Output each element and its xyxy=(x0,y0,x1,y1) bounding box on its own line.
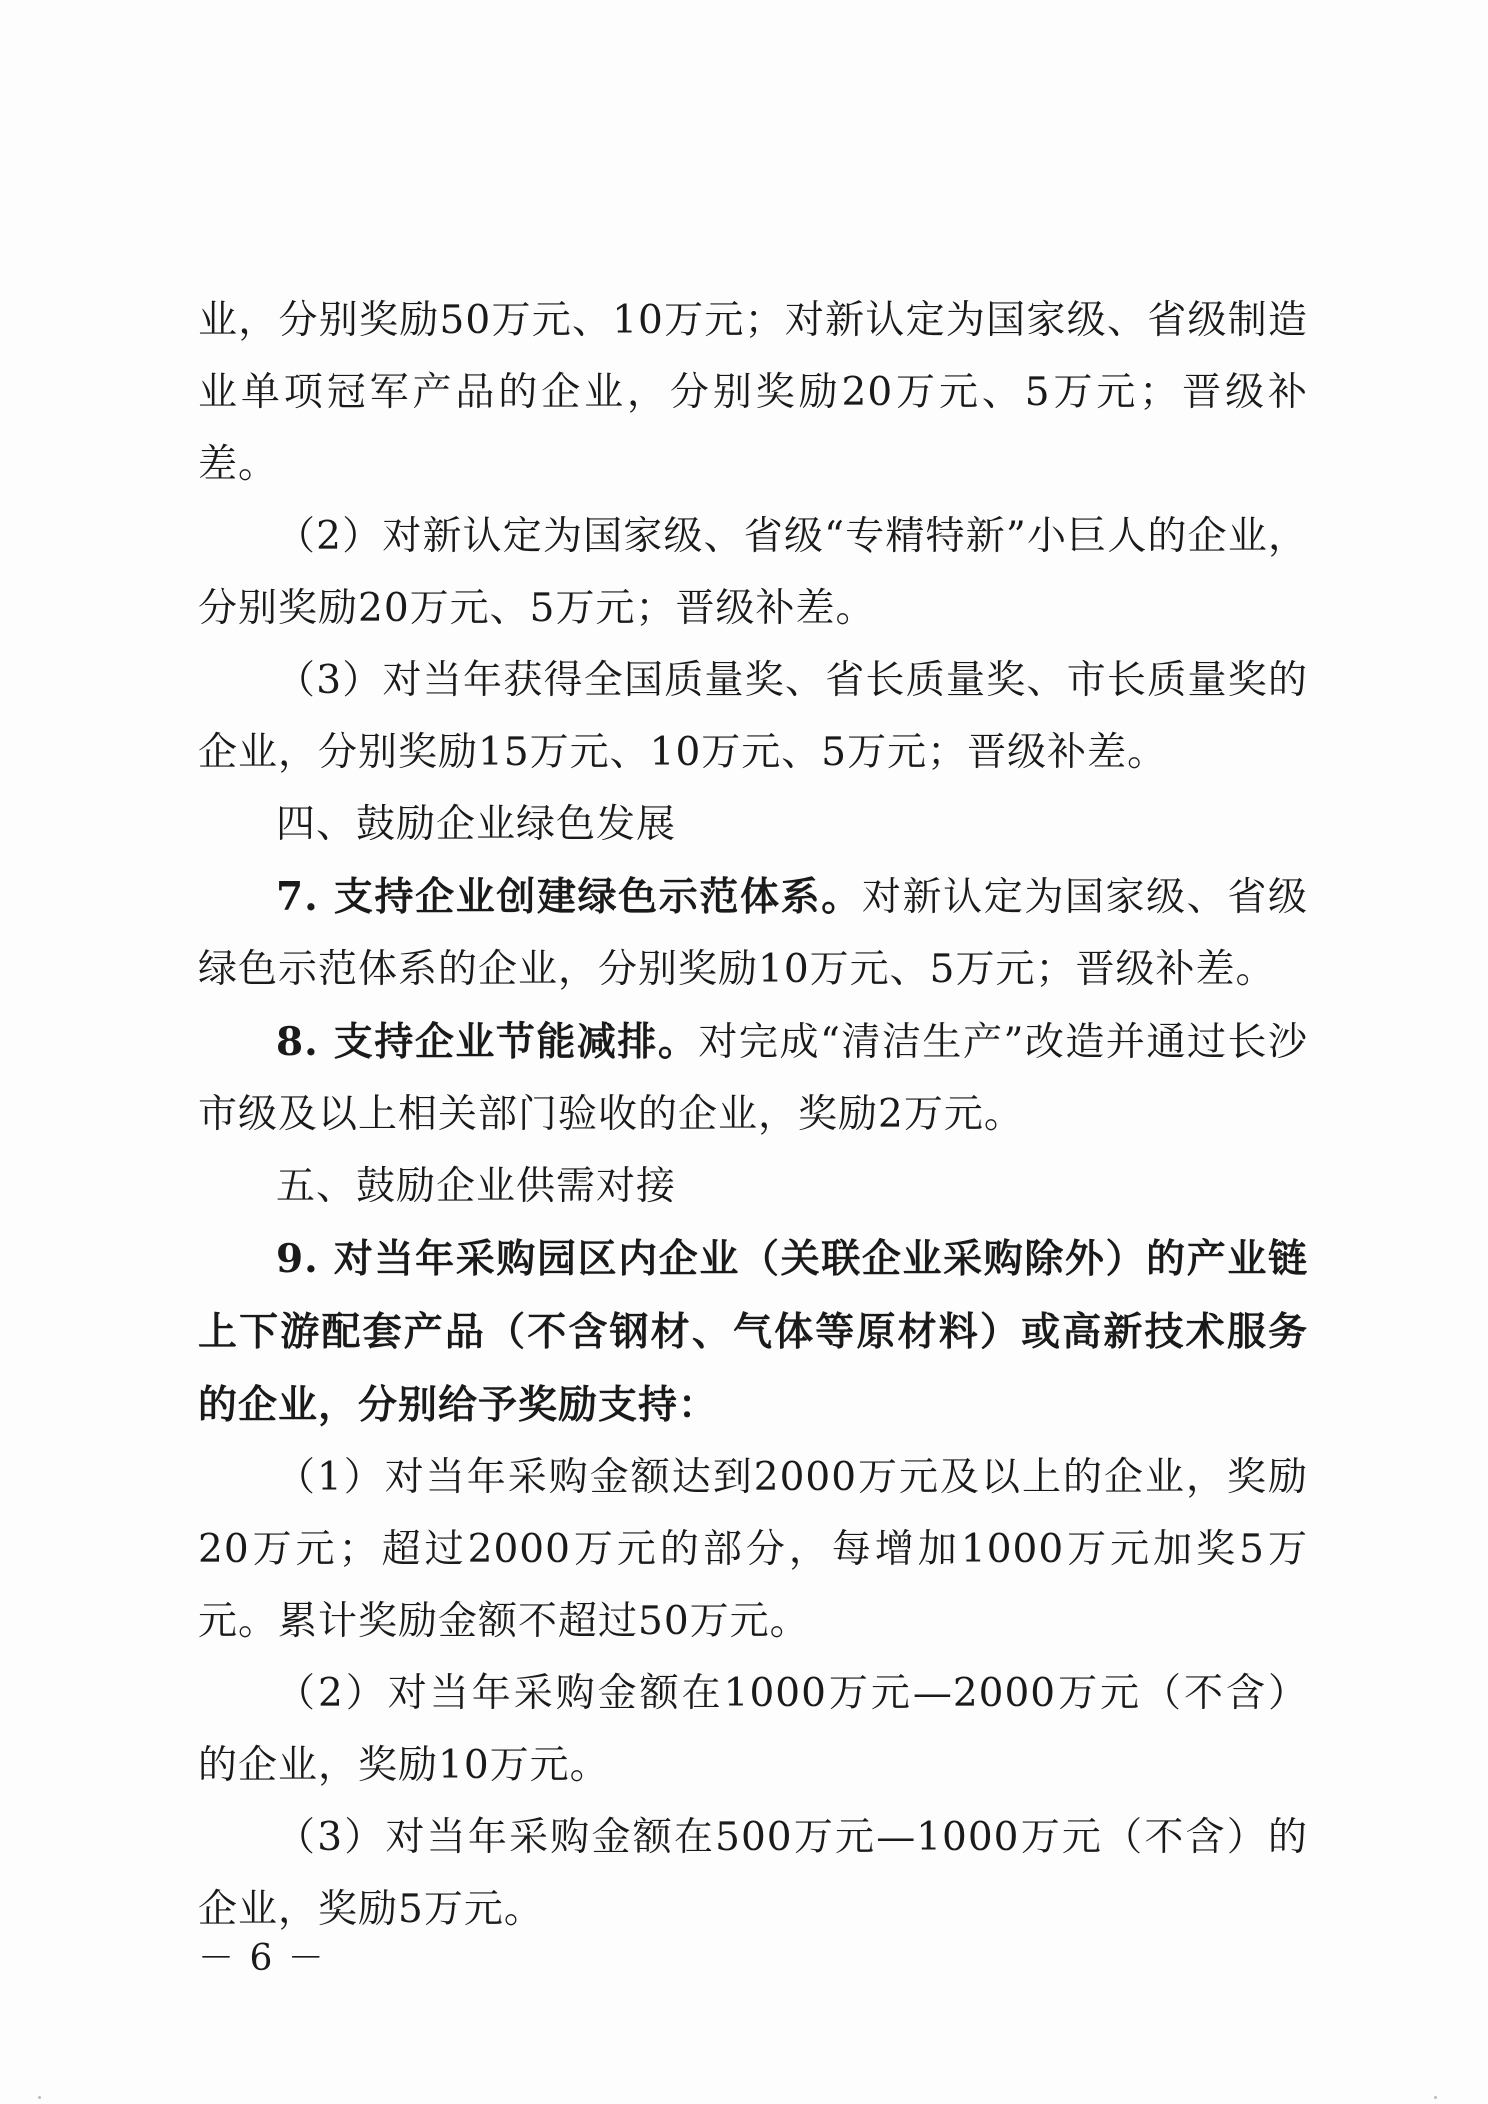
article-title: 8. 支持企业节能减排。 xyxy=(276,1019,699,1065)
article-9-item-1 xyxy=(198,1442,1308,1658)
scan-speck xyxy=(38,2096,41,2099)
page-number: － 6 － xyxy=(198,1938,326,1979)
section-heading-text: 五、鼓励企业供需对接 xyxy=(276,1164,677,1209)
paragraph-text: （2）对新认定为国家级、省级“专精特新”小巨人的企业，分别奖励20万元、5万元；晋级补差。 xyxy=(198,514,1308,631)
scan-speck xyxy=(1434,2096,1437,2099)
article-9-item-3 xyxy=(198,1802,1308,1946)
document-body xyxy=(198,285,1308,1946)
paragraph-text: （3）对当年获得全国质量奖、省长质量奖、市长质量奖的企业，分别奖励15万元、10万元、5万元；晋级补差。 xyxy=(198,658,1308,775)
article-title: 9. 对当年采购园区内企业（关联企业采购除外）的产业链上下游配套产品（不含钢材、气体等原材料）或高新技术服务的企业，分别给予奖励支持： xyxy=(198,1236,1308,1428)
article-text: 对新认定为国家级、省级绿色示范体系的企业，分别奖励10万元、5万元；晋级补差。 xyxy=(198,875,1308,992)
paragraph-item-2 xyxy=(198,501,1308,645)
paragraph-continuation xyxy=(198,285,1308,501)
section-heading-text: 四、鼓励企业绿色发展 xyxy=(276,802,677,847)
section-heading-green-development xyxy=(198,789,1308,861)
paragraph-text: （1）对当年采购金额达到2000万元及以上的企业，奖励20万元；超过2000万元的部分，每增加1000万元加奖5万元。累计奖励金额不超过50万元。 xyxy=(198,1455,1308,1644)
paragraph-text: 业，分别奖励50万元、10万元；对新认定为国家级、省级制造业单项冠军产品的企业，分别奖励20万元、5万元；晋级补差。 xyxy=(198,298,1308,487)
paragraph-text: （2）对当年采购金额在1000万元—2000万元（不含）的企业，奖励10万元。 xyxy=(198,1671,1308,1788)
article-7 xyxy=(198,861,1308,1006)
section-heading-supply-demand xyxy=(198,1151,1308,1223)
article-text: 对完成“清洁生产”改造并通过长沙市级及以上相关部门验收的企业，奖励2万元。 xyxy=(198,1020,1308,1137)
paragraph-item-3 xyxy=(198,645,1308,789)
article-8 xyxy=(198,1006,1308,1151)
article-9 xyxy=(198,1223,1308,1442)
article-title: 7. 支持企业创建绿色示范体系。 xyxy=(276,874,862,920)
article-9-item-2 xyxy=(198,1658,1308,1802)
paragraph-text: （3）对当年采购金额在500万元—1000万元（不含）的企业，奖励5万元。 xyxy=(198,1815,1308,1932)
